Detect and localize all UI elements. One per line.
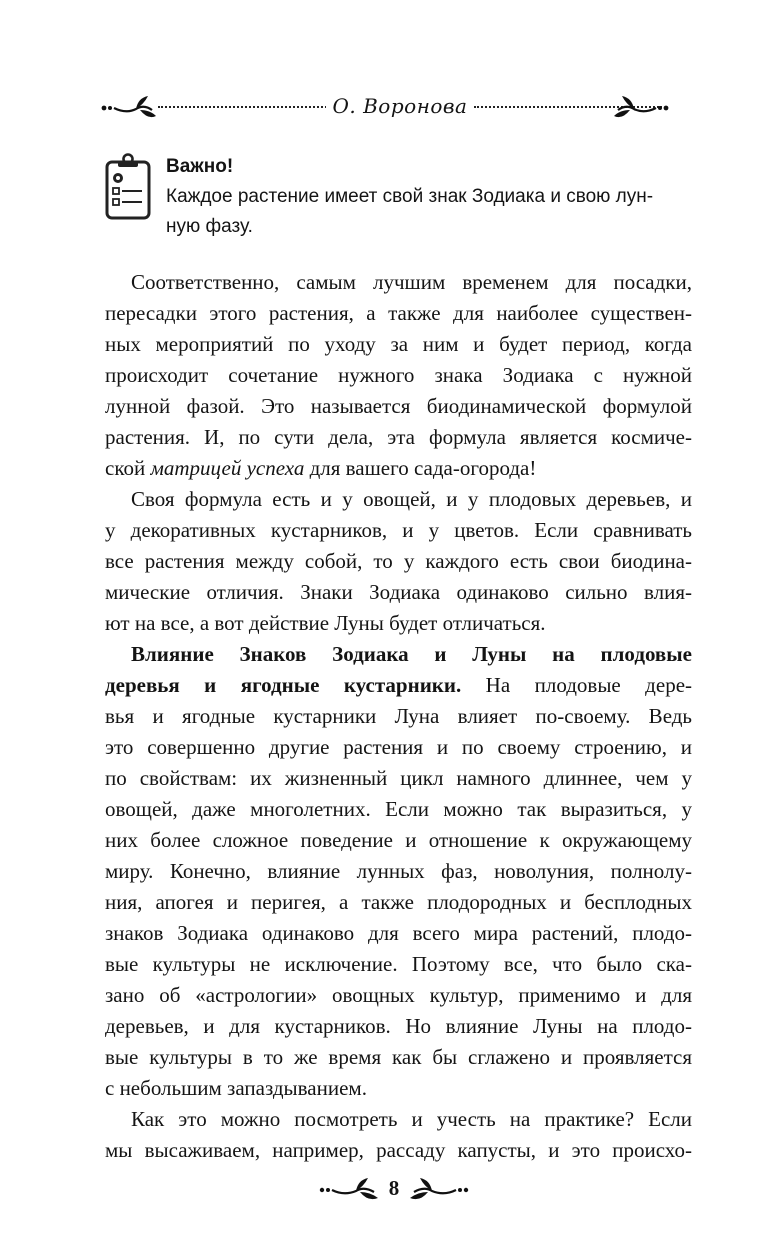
page-footer [318,1172,470,1206]
text-line: вые культуры не исключение. Поэтому все, что было ска- [105,952,692,976]
text-line [105,670,692,701]
text-line: с небольшим запаздыванием. [105,1076,367,1100]
text-line: ных мероприятий по уходу за ним и будет период, когда [105,332,692,356]
important-note [104,150,694,240]
text-line: лунной фазой. Это называется биодинамической формулой [105,394,692,418]
note-title: Важно! [166,156,234,177]
text-line: по свойствам: их жизненный цикл намного длиннее, чем у [105,766,692,790]
left-flourish-ornament [100,92,158,122]
section-heading: Влияние Знаков Зодиака и Луны на плодовые [131,642,692,666]
emphasis-matrix-of-success: матрицей успеха [150,456,305,480]
text-line: пересадки этого растения, а также для наиболее существен- [105,301,692,325]
text-line: Своя формула есть и у овощей, и у плодовых деревьев, и [131,487,692,511]
text-run: На плодовые дере- [461,673,693,697]
text-line: ния, апогея и перигея, а также плодородных и бесплодных [105,890,692,914]
note-text-line: ную фазу. [166,216,253,237]
text-line: них более сложное поведение и отношение к окружающему [105,828,692,852]
clipboard-checklist-icon [104,152,154,220]
left-flourish-ornament [318,1176,380,1204]
text-line: зано об «астрологии» овощных культур, применимо и для [105,983,692,1007]
text-line: вые культуры в то же время как бы сглажено и проявляется [105,1045,692,1069]
text-line: происходит сочетание нужного знака Зодиака с нужной [105,363,692,387]
page-header [100,84,668,124]
text-line: мы высаживаем, например, рассаду капусты, и это происхо- [105,1138,692,1162]
text-line: вья и ягодные кустарники Луна влияет по-своему. Ведь [105,704,692,728]
text-line: мические отличия. Знаки Зодиака одинаково сильно влия- [105,580,692,604]
text-line: деревьев, и для кустарников. Но влияние Луны на плодо- [105,1014,692,1038]
text-line: у декоративных кустарников, и у цветов. Если сравнивать [105,518,692,542]
text-run: ской [105,456,151,480]
text-run: для вашего сада-огорода! [304,456,537,480]
text-line: Соответственно, самым лучшим временем для посадки, [131,270,692,294]
right-flourish-ornament [612,92,670,122]
section-heading: деревья и ягодные кустарники. [105,673,462,697]
right-flourish-ornament [408,1176,470,1204]
text-line: все растения между собой, то у каждого есть свои биодина- [105,549,692,573]
text-line: знаков Зодиака одинаково для всего мира растений, плодо- [105,921,692,945]
text-line [105,453,692,484]
page-number: 8 [388,1176,400,1200]
text-line: это совершенно другие растения и по своему строению, и [105,735,692,759]
note-text-line: Каждое растение имеет свой знак Зодиака и свою лун- [166,186,654,207]
text-line: миру. Конечно, влияние лунных фаз, новолуния, полнолу- [105,859,692,883]
text-line: Как это можно посмотреть и учесть на практике? Если [131,1107,692,1131]
text-line: растения. И, по сути дела, эта формула является космиче- [105,425,692,449]
text-line: ют на все, а вот действие Луны будет отличаться. [105,611,546,635]
text-line: овощей, даже многолетних. Если можно так выразиться, у [105,797,692,821]
running-title: О. Воронова [326,89,474,123]
section-heading-line [131,639,692,670]
